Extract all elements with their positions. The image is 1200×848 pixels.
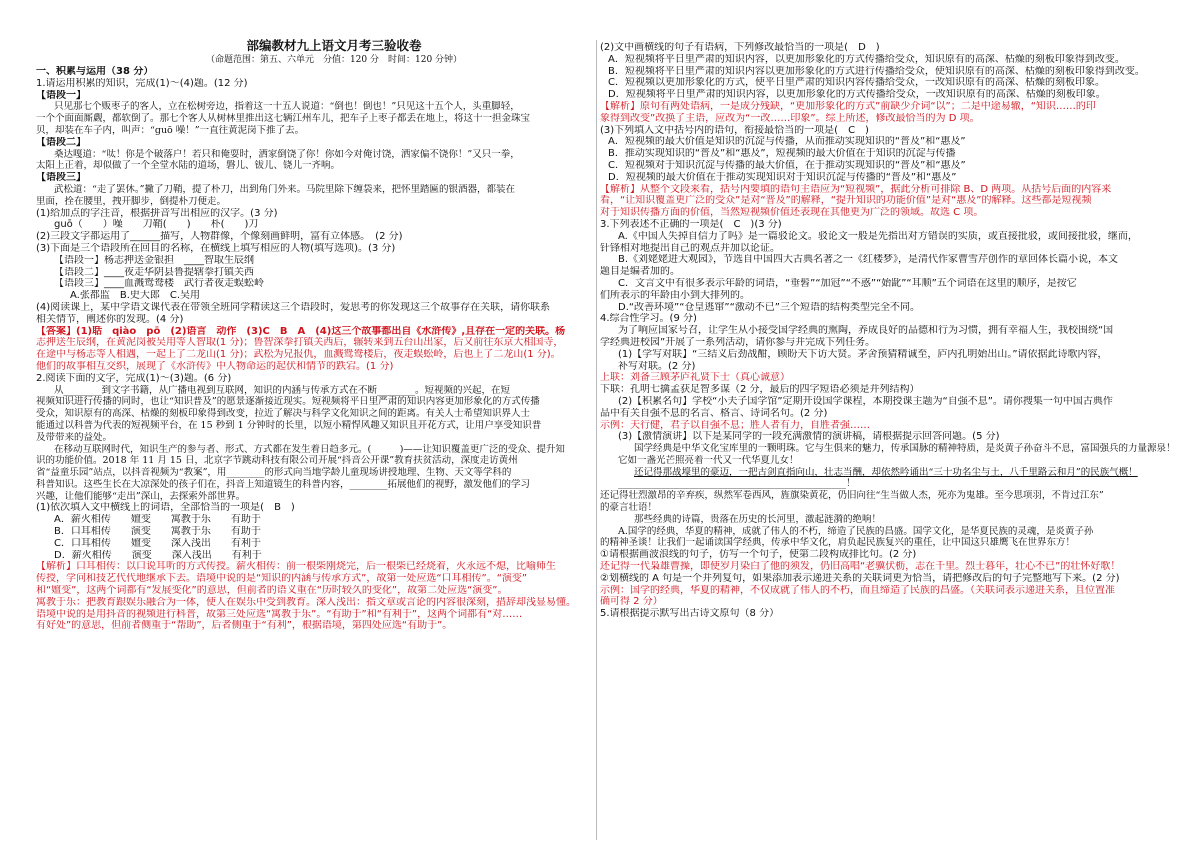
left-column-line: 在移动互联网时代，知识生产的参与者、形式、方式都在发生着日趋多元。( )——让知识覆盖更广泛的受众、提升知 — [54, 443, 565, 455]
left-column-line: 【语段二】____夜走华阴县鲁提辖拳打镇关西 — [54, 266, 254, 278]
right-column-line: 它如一盏光芒照亮着一代又一代华夏儿女！ — [618, 454, 799, 466]
right-column-line: ②划横线的 A 句是一个并列复句，如果添加表示递进关系的关联词更为恰当，请把修改后的句子完整地写下来。(2 分) — [600, 572, 1120, 584]
left-column-line: 1.请运用积累的知识，完成(1)～(4)题。(12 分) — [36, 77, 248, 89]
left-column-line: 从________到文字书籍，从广播电视到互联网，知识的内涵与传承方式在不断________。短视频的兴起，在短 — [54, 384, 511, 396]
right-column-line: 对于知识传播方面的价值，当然短视频价值还表现在其他更为广泛的领域。故选 C 项。 — [600, 207, 984, 219]
right-column-line: A．短视频将平日里严肃的知识内容，以更加形象化的方式传播给受众，知识原有的高深、枯燥的刻板印象得到改变。 — [608, 53, 1125, 65]
left-column-line: 【解析】口耳相传：以口说耳听的方式传授。薪火相传：前一根柴刚烧完，后一根柴已经烧着，火永远不熄，比喻师生 — [36, 561, 556, 573]
left-column-line: A.张都监 B.史大郎 C.吴用 — [70, 290, 201, 302]
right-column-line: 【解析】从整个文段来看，括号内要填的语句主语应为“短视频”，据此分析可排除 B、D 两项。从括号后面的内容来 — [600, 183, 1112, 195]
right-column-line: 示例：国学的经典，华夏的精神，不仅成就了伟人的不朽，而且缔造了民族的昌盛。（关联词表示递进关系，且位置准 — [600, 584, 1115, 596]
left-column-line: 有好处”的意思，但前者侧重于“帮助”，后者侧重于“有利”，根据语境，第四处应选“有助于”。 — [36, 620, 453, 632]
left-column-line: 【答案】(1)聒 qiào pō (2)语言 动作 (3)C B A (4)这三个故事都出自《水浒传》,且存在一定的关联。杨 — [36, 325, 566, 337]
right-column-line: 示例：天行健，君子以自强不息；胜人者有力，自胜者强…… — [600, 419, 870, 431]
left-column-line: 传授，学问和技艺代代地继承下去。语境中说的是“知识的内涵与传承方式”，故第一处应选“口耳相传”。“演变” — [36, 573, 528, 585]
right-column-line: 针锋相对地提出自己的观点并加以论证。 — [600, 242, 780, 254]
left-column-line: (1)依次填入文中横线上的词语，全部恰当的一项是( B ) — [36, 502, 295, 514]
left-column — [36, 38, 592, 848]
right-column-line: 题目是编者加的。 — [600, 266, 680, 278]
right-column-line: 4.综合性学习。(9 分) — [600, 313, 697, 325]
right-column-line: 的豪言壮语！ — [600, 502, 658, 514]
left-column-line: 【语段一】 — [36, 89, 86, 101]
left-column-line: 兴趣，让他们能够“走出”深山，去探索外部世界。 — [36, 490, 246, 502]
right-column-line: ①请根据画波浪线的句子，仿写一个句子，使第二段构成排比句。(2 分) — [600, 549, 917, 561]
left-column-line: 一、积累与运用（38 分） — [36, 66, 154, 77]
right-column-line: 上联：刘备三顾茅庐礼贤下士（真心诚意） — [600, 372, 790, 384]
right-column-line: D．短视频的最大价值在于推动实现知识对于知识沉淀与传播的“普及”和“惠及” — [608, 171, 957, 183]
left-column-line: (2)三段文字都运用了______描写，人物群像，个像刻画鲜明，富有立体感。 (2 分) — [36, 231, 403, 243]
left-column-line: （命题范围：第五、六单元 分值：120 分 时间：120 分钟） — [205, 55, 463, 65]
left-column-line: (1)给加点的字注音，根据拼音写出相应的汉字。(3 分) — [36, 207, 278, 219]
right-column-line: 5.请根据提示默写出古诗文原句（8 分） — [600, 608, 780, 620]
left-column-line: guō（ ）噪 刀鞘( ) 朴( )刀 — [54, 219, 259, 231]
right-column-line: 还记得壮烈激昂的辛弃疾，纵然军卷西风，旌旗染黄花，仍旧向往“生当做人杰，死亦为鬼雄。至今思项羽，不肯过江东” — [600, 490, 1104, 502]
right-column-line: ________________________________________________！ — [618, 478, 856, 490]
right-column-line: 们所表示的年龄由小到大排列的。 — [600, 289, 750, 301]
left-column-line: 识的功能价值。2018 年 11 月 15 日，北京字节跳动科技有限公司开展“抖音公开课”教育扶贫活动，深度走访黄州 — [36, 455, 518, 467]
right-column-line: D.“改善环境”“仓皇逃窜”“激动不已”三个短语的结构类型完全不同。 — [618, 301, 920, 313]
left-column-line: D．薪火相传 演变 深入浅出 有利于 — [54, 549, 262, 561]
left-column-line: 太阳上正着，却似做了一个全堂水陆的道场，磐儿、钹儿、铙儿一齐响。 — [36, 160, 341, 172]
left-column-line: 省“益童乐园”站点，以抖音视频为“教案”，用________的形式向当地学龄儿童现场讲授地理、生物、天文等学科的 — [36, 467, 512, 479]
right-column-line: 确可得 2 分） — [600, 596, 663, 608]
right-column-line: A.国学的经典，华夏的精神，成就了伟人的不朽，缔造了民族的昌盛。国学文化，是华夏民族的灵魂，是炎黄子孙 — [618, 525, 1094, 537]
left-column-line: 和“嬗变”，这两个词都有“发展变化”的意思，但前者的语义重在“历时较久的变化”，故第二处应选“演变”。 — [36, 585, 508, 597]
left-column-line: C．口耳相传 嬗变 深入浅出 有利于 — [54, 537, 261, 549]
left-column-line: B．口耳相传 演变 寓教于乐 有助于 — [54, 526, 261, 538]
right-column-line: C．短视频对于知识沉淀与传播的最大价值，在于推动实现知识的“普及”和“惠及” — [608, 159, 966, 171]
right-column-line: B.《刘姥姥进大观园》，节选自中国四大古典名著之一《红楼梦》，是清代作家曹雪芹创作的章回体长篇小说，本文 — [618, 254, 1119, 266]
right-column-line: D．短视频将平日里严肃的知识内容，以更加形象化的方式传播给受众，一改知识原有的高深、枯燥的刻板印象。 — [608, 89, 1106, 101]
left-column-line: 里面，拴在腰里，拽开脚步，倒提朴刀便走。 — [36, 195, 227, 207]
left-column-line: 科普知识。这些生长在大凉深处的孩子们在，抖音上知道镜生的科普内容，________拓展他们的视野，激发他们的学习 — [36, 478, 531, 490]
right-column-line: 还记得一代枭雄曹操，即使岁月染白了他的须发，仍旧高唱“老骥伏枥，志在千里。烈士暮年，壮心不已”的壮怀好歌！ — [600, 561, 1121, 573]
left-column-line: 只见那七个贩枣子的客人，立在松树旁边，指着这一十五人说道：“倒也！倒也！”只见这十五个人，头重脚轻， — [54, 101, 520, 113]
left-column-line: 语境中说的是用抖音的视频进行科普，故第三处应选“寓教于乐”。“有助于”和“有利于”，这两个词都有“对…… — [36, 608, 523, 620]
left-column-line: 他们的故事相互交织，展现了《水浒传》中人物命运的起伏和情节的跌宕。(1 分) — [36, 360, 394, 372]
left-column-line: 桑达嘎道：“呔！你是个破落户！若只和俺耍时，洒家倒饶了你！你如今对俺讨饶，洒家偏不饶你！”又只一拳， — [54, 148, 520, 160]
left-column-line: 志押送生辰纲，在黄泥岗被吴用等人智取(1 分)；鲁智深拳打镇关西后，辗转来到五台山出家，后又前往东京大相国寺， — [36, 337, 564, 349]
left-column-line: 武松道：“走了罢休。”撇了刀鞘，提了朴刀，出到角门外来。马院里除下缠袋来，把怀里踏匾的银酒器，都装在 — [54, 183, 515, 195]
left-column-line: 受众，知识原有的高深、枯燥的刻板印象得到改变，拉近了解决与科学文化知识之间的距离。有关人士希望知识界人士 — [36, 408, 531, 420]
right-column-line: B．短视频将平日里严肃的知识内容以更加形象化的方式进行传播给受众，使知识原有的高深、枯燥的刻板印象得到改变。 — [608, 65, 1145, 77]
right-column-line: 还记得那战壕里的豪迈，一把古剑直指向山，壮志当酬，却依然吟诵出“三十功名尘与土，八千里路云和月”的民族气概！ — [634, 466, 1138, 478]
right-column-line: (3)下列填入文中括号内的语句，衔接最恰当的一项是( C ) — [600, 124, 869, 136]
right-column-line: 补写对联。(2 分) — [618, 360, 696, 372]
column-divider — [596, 40, 597, 840]
left-column-line: A．薪火相传 嬗变 寓教于乐 有助于 — [54, 514, 261, 526]
right-column-line: 的精神圣谈！让我们一起诵读国学经典，传承中华文化，肩负起民族复兴的重任，让中国这只雄鹰飞在世界东方！ — [600, 537, 1076, 549]
right-column-line: 国学经典是中华文化宝库里的一颗明珠。它与生俱来的魅力，传承国脉的精神特质，是炎黄子孙奋斗不息，富国强兵的力量源泉！ — [634, 443, 1176, 455]
left-column-line: 一个个面面厮觑，都软倒了。那七个客人从树林里推出这七辆江州车儿，把车子上枣子都丢在地上，将这十一担金珠宝 — [36, 113, 531, 125]
left-column-line: 能通过以科普为代表的短视频平台，在 15 秒到 1 分钟时的长里，以短小精悍风趣又知识且开花方式，让用户享受知识普 — [36, 419, 542, 431]
left-column-line: 部编教材九上语文月考三验收卷 — [246, 38, 422, 53]
left-column-line: 【语段一】杨志押送金银担 ____智取生辰纲 — [54, 254, 254, 266]
right-column-line: (2)【积累名句】学校“小夫子国学馆”定期开设国学课程，本期授课主题为“自强不息”。请你搜集一句中国古典作 — [618, 395, 1113, 407]
left-column-line: 寓教于乐：把教育跟娱乐融合为一体，使人在娱乐中受到教育。深入浅出：指文章或言论的内容很深刻，措辞却浅显易懂。 — [36, 596, 576, 608]
right-column-line: 学经典进校园”开展了一系列活动，请你参与并完成下列任务。 — [600, 336, 876, 348]
left-column-line: 视频知识进行传播的同时，也让“知识普及”的愿景逐渐接近现实。短视频将平日里严肃的知识内容更加形象化的方式传播 — [36, 396, 540, 408]
right-column-line: A.《中国人失掉自信力了吗》是一篇驳论文。驳论文一般是先指出对方错误的实质，或直接批驳，或间接批驳，继而， — [618, 230, 1138, 242]
right-column — [600, 42, 1186, 848]
right-column-line: 下联：孔明七擒孟获足智多谋（2 分，最后的四字短语必须是并列结构） — [600, 384, 920, 396]
right-column-line: 那些经典的诗篇，贵落在历史的长河里，激起涟漪的绝响！ — [634, 513, 882, 525]
left-column-line: 2.阅读下面的文字，完成(1)～(3)题。(6 分) — [36, 372, 232, 384]
left-column-line: (4)阅读课上，某中学语文课代表在带领全班同学精读这三个语段时，爱思考的你发现这三个故事存在关联，请你联系 — [36, 301, 551, 313]
left-column-line: 相关情节，阐述你的发现。(4 分) — [36, 313, 184, 325]
right-column-line: 为了响应国家号召，让学生从小接受国学经典的熏陶，养成良好的品德和行为习惯，拥有幸福人生，我校围绕“国 — [618, 325, 1114, 337]
right-column-line: B．推动实现知识的“普及”和“惠及”，短视频的最大价值在于知识的沉淀与传播 — [608, 148, 956, 160]
right-column-line: 3.下列表述不正确的一项是( C )(3 分) — [600, 218, 782, 230]
left-column-line: 【语段二】 — [36, 136, 86, 148]
left-column-line: (3)下面是三个语段所在回目的名称，在横线上填写相应的人物(填写选项)。(3 分) — [36, 242, 396, 254]
right-column-line: (1)【学写对联】“三结义后劲战酣，顾盼天下访大贤。茅舍预猜精诚至，庐内孔明始出山。”请依据此诗歌内容， — [618, 348, 1108, 360]
left-column-line: 贝，却装在车子内，叫声：“guō 噪！”一直往黄泥岗下推了去。 — [36, 124, 305, 136]
right-column-line: 象得到改变”改换了主语，应改为“一改……印象”。综上所述，修改最恰当的为 D 项。 — [600, 112, 980, 124]
right-column-line: A．短视频的最大价值是知识的沉淀与传播，从而推动实现知识的“普及”和“惠及” — [608, 136, 966, 148]
left-column-line: 【语段三】____血溅鸳鸯楼 武行者夜走蜈蚣岭 — [54, 278, 264, 290]
right-column-line: 品中有关自强不息的名言、格言、诗词名句。(2 分) — [600, 407, 828, 419]
left-column-line: 【语段三】 — [36, 172, 86, 184]
right-column-line: 【解析】原句有两处语病，一是成分残缺，“更加形象化的方式”前缺少介词“以”；二是中途易辙，“知识……的印 — [600, 100, 1096, 112]
right-column-line: (3)【激情演讲】以下是某同学的一段充满激情的演讲稿，请根据提示回答问题。(5 分) — [618, 431, 1000, 443]
right-column-line: (2)文中画横线的句子有语病，下列修改最恰当的一项是( D ) — [600, 42, 880, 53]
right-column-line: C．文言文中有很多表示年龄的词语，“垂髫”“加冠”“不惑”“始龀”“耳顺”五个词语在这里的顺序，是按它 — [618, 277, 1077, 289]
right-column-line: 看，“让知识覆盖更广泛的受众”是对“普及”的解释，“提升知识的功能价值”是对“惠及”的解释。这些都是短视频 — [600, 195, 1092, 207]
right-column-line: C．短视频以更加形象化的方式，使平日里严肃的知识内容传播给受众，一改知识原有的高深、枯燥的刻板印象。 — [608, 77, 1105, 89]
left-column-line: 在途中与杨志等人相遇，一起上了二龙山(1 分)；武松为兄报仇，血溅鸳鸯楼后，夜走蜈蚣岭，后也上了二龙山(1 分)。 — [36, 349, 561, 361]
left-column-line: 及带带来的益处。 — [36, 431, 113, 443]
